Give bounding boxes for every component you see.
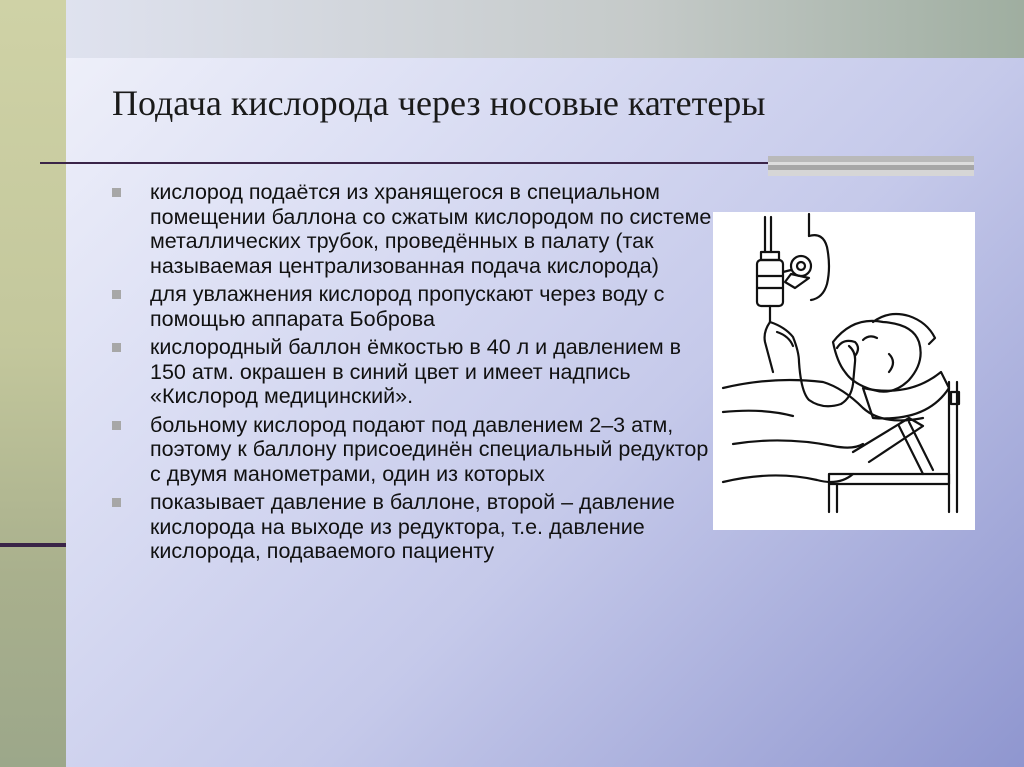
illustration-drawing: [713, 212, 975, 530]
patient-ear: [889, 354, 893, 372]
valve-connector: [783, 270, 791, 272]
blanket-fold: [723, 474, 853, 482]
bullet-text: для увлажнения кислород пропускают через воду с помощью аппарата Боброва: [150, 282, 665, 331]
bullet-text: кислород подаётся из хранящегося в специальном помещении баллона со сжатым кислородом по системе металлических трубок, проведённых в палату (так называемая централизованная подача кислорода): [150, 180, 712, 278]
title-underline: [40, 162, 800, 164]
bullet-item: [112, 413, 712, 487]
oxygen-therapy-illustration: [713, 212, 975, 530]
bullet-text: кислородный баллон ёмкостью в 40 л и давлением в 150 атм. окрашен в синий цвет и имеет надпись «Кислород медицинский».: [150, 335, 682, 408]
top-decor-band: [66, 0, 1024, 58]
tube-left: [765, 322, 773, 372]
oxygen-hose-loop: [809, 235, 829, 300]
blanket-top: [723, 380, 923, 420]
bullet-text: показывает давление в баллоне, второй – давление кислорода на выходе из редуктора, т.е. давление кислорода, подаваемого пациенту: [150, 490, 675, 563]
blanket-fold: [723, 411, 793, 416]
left-decor-band: [0, 0, 66, 767]
valve-body: [785, 274, 809, 288]
bullet-item: [112, 282, 712, 331]
bullet-square-icon: [112, 188, 121, 197]
patient-hair: [873, 314, 935, 344]
valve-gauge-center: [797, 262, 805, 270]
humidifier-jar: [757, 260, 783, 306]
pillow: [863, 372, 949, 418]
left-accent-rule: [0, 543, 66, 547]
bullet-item: [112, 335, 712, 409]
bullet-item: [112, 180, 712, 278]
blanket-fold: [733, 440, 863, 447]
valve-gauge: [791, 256, 811, 276]
bullet-square-icon: [112, 290, 121, 299]
bullet-square-icon: [112, 498, 121, 507]
patient-head: [833, 321, 921, 392]
slide-title: Подача кислорода через носовые катетеры: [112, 83, 766, 123]
title-underline-grey-bars: [768, 156, 974, 176]
bullet-item: [112, 490, 712, 564]
bullet-list: [112, 180, 712, 568]
humidifier-cap: [761, 252, 779, 260]
bullet-square-icon: [112, 343, 121, 352]
backrest-support: [909, 422, 933, 470]
patient-eye: [863, 336, 877, 340]
bullet-square-icon: [112, 421, 121, 430]
bullet-text: больному кислород подают под давлением 2–3 атм, поэтому к баллону присоединён специальный редуктор с двумя манометрами, один из которых: [150, 412, 709, 486]
